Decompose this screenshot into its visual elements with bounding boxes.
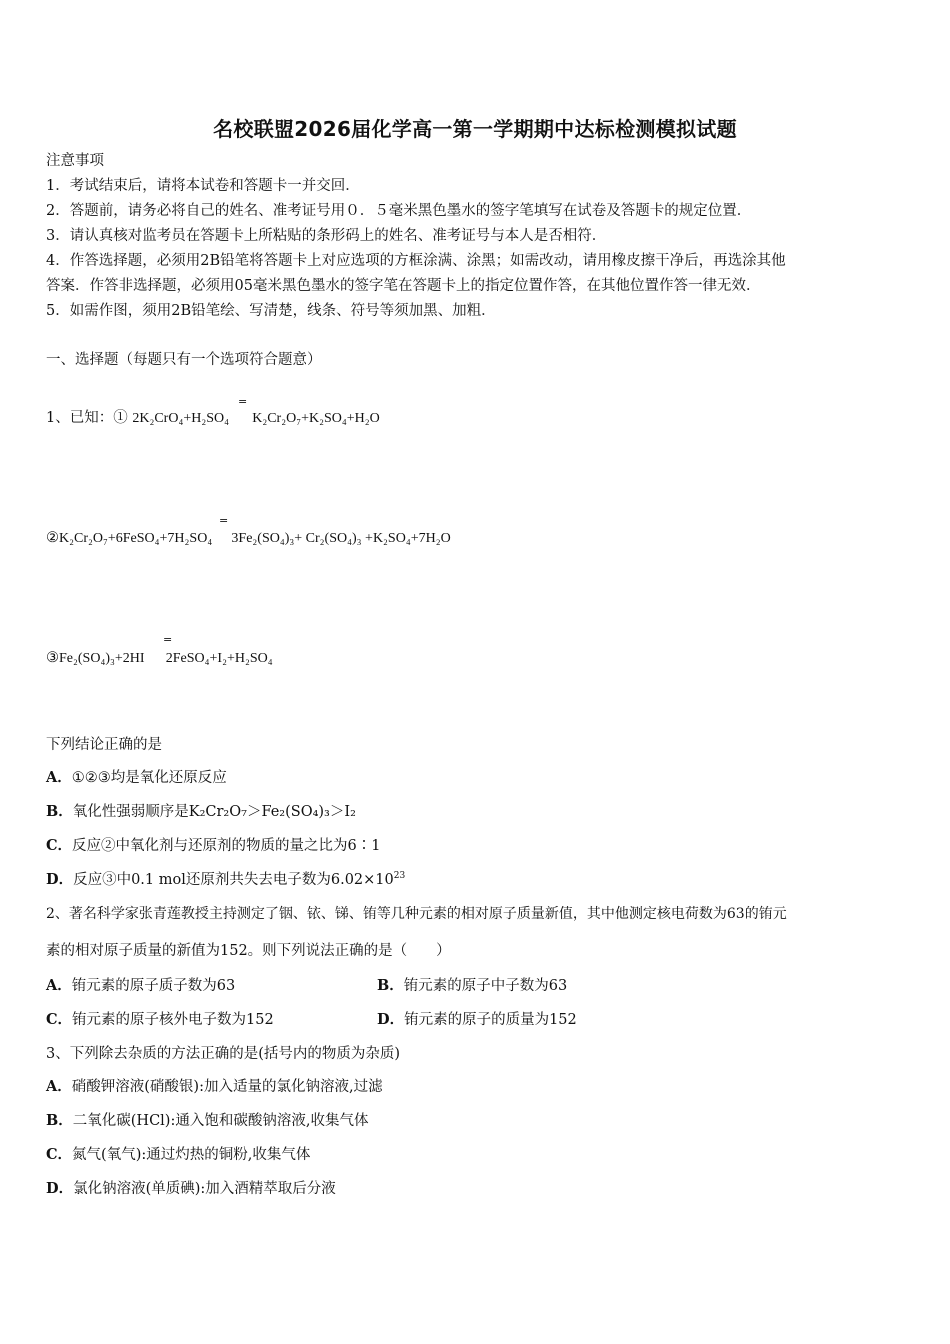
q1-reaction-1 [46, 407, 380, 430]
notice-item: 3．请认真核对监考员在答题卡上所粘贴的条形码上的姓名、准考证号与本人是否相符． [46, 228, 607, 244]
q1-reaction-2 [46, 527, 451, 550]
q3-option-a [46, 1076, 383, 1098]
reaction-mark: ② [46, 530, 59, 546]
option-text: ①②③均是氧化还原反应 [71, 770, 227, 786]
option-text: 氮气(氧气):通过灼热的铜粉,收集气体 [72, 1147, 311, 1163]
q3-option-b [46, 1110, 368, 1132]
q2-stem-line-2: 素的相对原子质量的新值为152。则下列说法正确的是（ ） [46, 943, 451, 959]
option-text: 氧化性强弱顺序是K₂Cr₂O₇＞Fe₂(SO₄)₃＞I₂ [72, 804, 356, 820]
q2-stem-line-1: 2、著名科学家张青莲教授主持测定了铟、铱、锑、铕等几种元素的相对原子质量新值，其中他测定核电荷数为63的铕元 [46, 906, 787, 922]
reaction-right: 2FeSO₄+I₂+H₂SO₄ [165, 651, 273, 666]
option-text: 反应③中0.1 mol还原剂共失去电子数为6.02×10 [73, 872, 394, 888]
q1-option-b [46, 801, 356, 823]
q2-option-c [46, 1009, 274, 1031]
notice-item: 1．考试结束后，请将本试卷和答题卡一并交回． [46, 178, 360, 194]
option-label: A． [46, 977, 72, 994]
equals-sign: = [238, 395, 248, 408]
option-label: C． [46, 837, 73, 854]
reaction-left: Fe₂(SO₄)₃+2HI [59, 651, 145, 666]
option-text: 二氧化碳(HCl):通入饱和碳酸钠溶液,收集气体 [72, 1113, 369, 1129]
option-label: D． [377, 1011, 405, 1028]
option-text: 铕元素的原子中子数为63 [403, 978, 568, 994]
option-superscript: 23 [393, 871, 406, 882]
section-heading: 一、选择题（每题只有一个选项符合题意） [46, 352, 322, 368]
notice-heading: 注意事项 [46, 153, 104, 169]
q1-option-d [46, 869, 405, 891]
equals-sign: = [163, 633, 173, 646]
q3-stem: 3、下列除去杂质的方法正确的是(括号内的物质为杂质) [46, 1046, 401, 1062]
reaction-right: 3Fe₂(SO₄)₃+ Cr₂(SO₄)₃ +K₂SO₄+7H₂O [231, 531, 451, 546]
option-label: B． [377, 977, 404, 994]
page-title: 名校联盟2026届化学高一第一学期期中达标检测模拟试题 [213, 117, 737, 141]
notice-item: 4．作答选择题，必须用2B铅笔将答题卡上对应选项的方框涂满、涂黑；如需改动，请用橡皮擦干净后，再选涂其他 [46, 253, 786, 269]
option-label: D． [46, 1180, 74, 1197]
q1-stem: 下列结论正确的是 [46, 737, 162, 753]
option-text: 硝酸钾溶液(硝酸银):加入适量的氯化钠溶液,过滤 [71, 1079, 383, 1095]
reaction-left: 2K₂CrO₄+H₂SO₄ [132, 411, 229, 426]
option-text: 铕元素的原子核外电子数为152 [72, 1012, 274, 1028]
q2-option-a [46, 975, 235, 997]
q1-option-c [46, 835, 381, 857]
notice-item: 5．如需作图，须用2B铅笔绘、写清楚，线条、符号等须加黑、加粗． [46, 303, 496, 319]
option-text: 氯化钠溶液(单质碘):加入酒精萃取后分液 [73, 1181, 336, 1197]
q1-reaction-3 [46, 647, 273, 670]
reaction-mark: ① [113, 410, 128, 426]
notice-item: 答案．作答非选择题，必须用05毫米黑色墨水的签字笔在答题卡上的指定位置作答，在其他位置作答一律无效． [46, 278, 761, 294]
option-label: C． [46, 1146, 73, 1163]
reaction-mark: ③ [46, 650, 59, 666]
option-text: 铕元素的原子的质量为152 [404, 1012, 577, 1028]
q1-intro: 1、已知： [46, 410, 114, 426]
option-label: A． [46, 1078, 72, 1095]
q2-option-d [377, 1009, 577, 1031]
option-label: D． [46, 871, 74, 888]
q2-option-b [377, 975, 567, 997]
option-label: C． [46, 1011, 73, 1028]
equals-sign: = [219, 514, 229, 527]
q3-option-d [46, 1178, 336, 1200]
q3-option-c [46, 1144, 310, 1166]
option-label: B． [46, 803, 73, 820]
option-text: 铕元素的原子质子数为63 [71, 978, 236, 994]
notice-item: 2．答题前，请务必将自己的姓名、准考证号用０．５毫米黑色墨水的签字笔填写在试卷及答题卡的规定位置． [46, 203, 752, 219]
q1-option-a [46, 767, 227, 789]
option-label: B． [46, 1112, 73, 1129]
reaction-right: K₂Cr₂O₇+K₂SO₄+H₂O [252, 411, 380, 426]
option-text: 反应②中氧化剂与还原剂的物质的量之比为6∶1 [72, 838, 381, 854]
option-label: A． [46, 769, 72, 786]
reaction-left: K₂Cr₂O₇+6FeSO₄+7H₂SO₄ [59, 531, 213, 546]
